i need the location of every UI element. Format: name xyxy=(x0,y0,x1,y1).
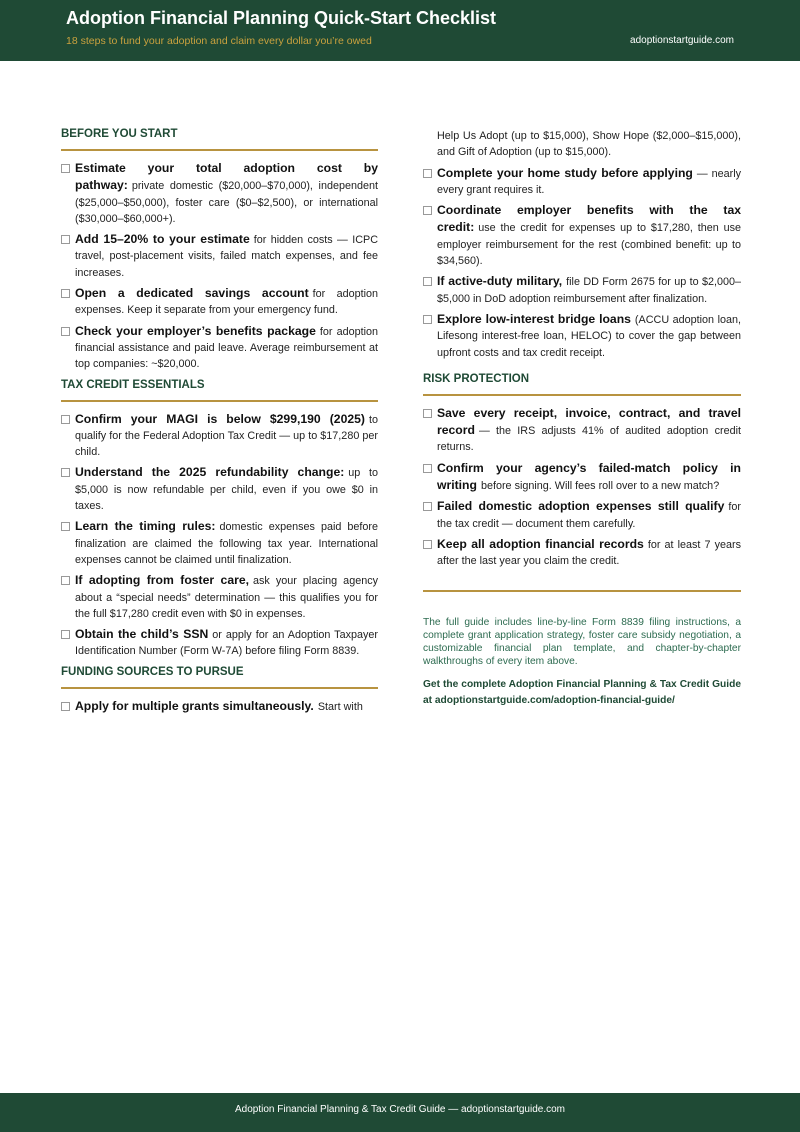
checklist-item[interactable]: Add 15–20% to your estimate for hidden costs — ICPC travel, post-placement visits, failed match expenses, and fee increases. xyxy=(61,231,378,281)
checkbox-icon[interactable] xyxy=(423,502,432,511)
checklist-item[interactable]: Coordinate employer benefits with the tax credit: use the credit for expenses up to $17,280, then use employer reimbursement for the rest (combined benefit: up to $34,560). xyxy=(423,202,741,269)
page-subtitle: 18 steps to fund your adoption and claim every dollar you’re owed xyxy=(66,35,372,47)
checkbox-icon[interactable] xyxy=(61,415,70,424)
header-site-link[interactable]: adoptionstartguide.com xyxy=(630,35,734,46)
guide-link[interactable]: Get the complete Adoption Financial Planning & Tax Credit Guide at adoptionstartguide.com/adoption-financial-guide/ xyxy=(423,678,741,706)
left-column xyxy=(61,128,378,719)
checkbox-icon[interactable] xyxy=(423,206,432,215)
section-heading-before: BEFORE YOU START xyxy=(61,128,378,151)
checklist-item[interactable]: Obtain the child’s SSN or apply for an Adoption Taxpayer Identification Number (Form W-7A) before filing Form 8839. xyxy=(61,626,378,660)
page-header xyxy=(0,0,800,61)
section-heading-tax: TAX CREDIT ESSENTIALS xyxy=(61,379,378,402)
checkbox-icon[interactable] xyxy=(423,409,432,418)
checkbox-icon[interactable] xyxy=(423,315,432,324)
checklist-item[interactable]: If active-duty military, file DD Form 2675 for up to $2,000–$5,000 in DoD adoption reimbursement after finalization. xyxy=(423,273,741,307)
checkbox-icon[interactable] xyxy=(61,522,70,531)
checklist-item[interactable]: Keep all adoption financial records for at least 7 years after the last year you claim the credit. xyxy=(423,536,741,570)
footer-text: Adoption Financial Planning & Tax Credit Guide — adoptionstartguide.com xyxy=(234,1104,565,1115)
divider xyxy=(423,590,741,592)
page-title: Adoption Financial Planning Quick-Start Checklist xyxy=(66,8,497,28)
checkbox-icon[interactable] xyxy=(423,169,432,178)
checklist-item[interactable]: Confirm your MAGI is below $299,190 (2025) to qualify for the Federal Adoption Tax Credit — up to $17,280 per child. xyxy=(61,411,378,461)
checklist-item[interactable]: Estimate your total adoption cost by pathway: private domestic ($20,000–$70,000), independent ($25,000–$50,000), foster care ($0–$2,500), or international ($30,000–$60,000+). xyxy=(61,160,378,227)
checklist-item[interactable]: Check your employer’s benefits package for adoption financial assistance and paid leave. Average reimbursement at top companies: ~$20,000. xyxy=(61,323,378,373)
checklist-item[interactable]: Open a dedicated savings account for adoption expenses. Keep it separate from your emergency fund. xyxy=(61,285,378,319)
checklist-item[interactable]: Save every receipt, invoice, contract, and travel record — the IRS adjusts 41% of audited adoption credit returns. xyxy=(423,405,741,456)
section-heading-risk: RISK PROTECTION xyxy=(423,373,741,396)
checkbox-icon[interactable] xyxy=(61,702,70,711)
checklist-item[interactable]: Explore low-interest bridge loans (ACCU adoption loan, Lifesong interest-free loan, HELOC) to cover the gap between upfront costs and tax credit receipt. xyxy=(423,311,741,361)
checkbox-icon[interactable] xyxy=(61,576,70,585)
checklist-item[interactable]: If adopting from foster care, ask your placing agency about a “special needs” determination — this qualifies you for the full $17,280 credit even with $0 in expenses. xyxy=(61,572,378,622)
checklist-item-continuation: Help Us Adopt (up to $15,000), Show Hope ($2,000–$15,000), and Gift of Adoption (up to $15,000). xyxy=(437,130,741,159)
checklist-item[interactable]: Confirm your agency’s failed-match policy in writing before signing. Will fees roll over to a new match? xyxy=(423,460,741,495)
page-footer xyxy=(0,1093,800,1132)
section-heading-funding: FUNDING SOURCES TO PURSUE xyxy=(61,666,378,689)
checkbox-icon[interactable] xyxy=(423,540,432,549)
promo-text: The full guide includes line-by-line Form 8839 filing instructions, a complete grant application strategy, foster care subsidy negotiation, a customizable financial plan template, and chapter-by-chapter walkthroughs of every item above. xyxy=(423,616,741,668)
checkbox-icon[interactable] xyxy=(61,327,70,336)
checkbox-icon[interactable] xyxy=(423,464,432,473)
checkbox-icon[interactable] xyxy=(61,164,70,173)
checklist-item[interactable]: Complete your home study before applying — nearly every grant requires it. xyxy=(423,165,741,199)
checklist-item[interactable]: Understand the 2025 refundability change: up to $5,000 is now refundable per child, even if you owe $0 in taxes. xyxy=(61,464,378,514)
checklist-item[interactable]: Learn the timing rules: domestic expenses paid before finalization are claimed the following tax year. International expenses cannot be claimed until finalization. xyxy=(61,518,378,568)
right-column xyxy=(423,128,741,709)
checkbox-icon[interactable] xyxy=(61,468,70,477)
checkbox-icon[interactable] xyxy=(61,235,70,244)
checkbox-icon[interactable] xyxy=(423,277,432,286)
checkbox-icon[interactable] xyxy=(61,289,70,298)
checklist-item[interactable]: Failed domestic adoption expenses still qualify for the tax credit — document them carefully. xyxy=(423,498,741,532)
checklist-item[interactable]: Apply for multiple grants simultaneously. Start with xyxy=(61,698,378,715)
checkbox-icon[interactable] xyxy=(61,630,70,639)
